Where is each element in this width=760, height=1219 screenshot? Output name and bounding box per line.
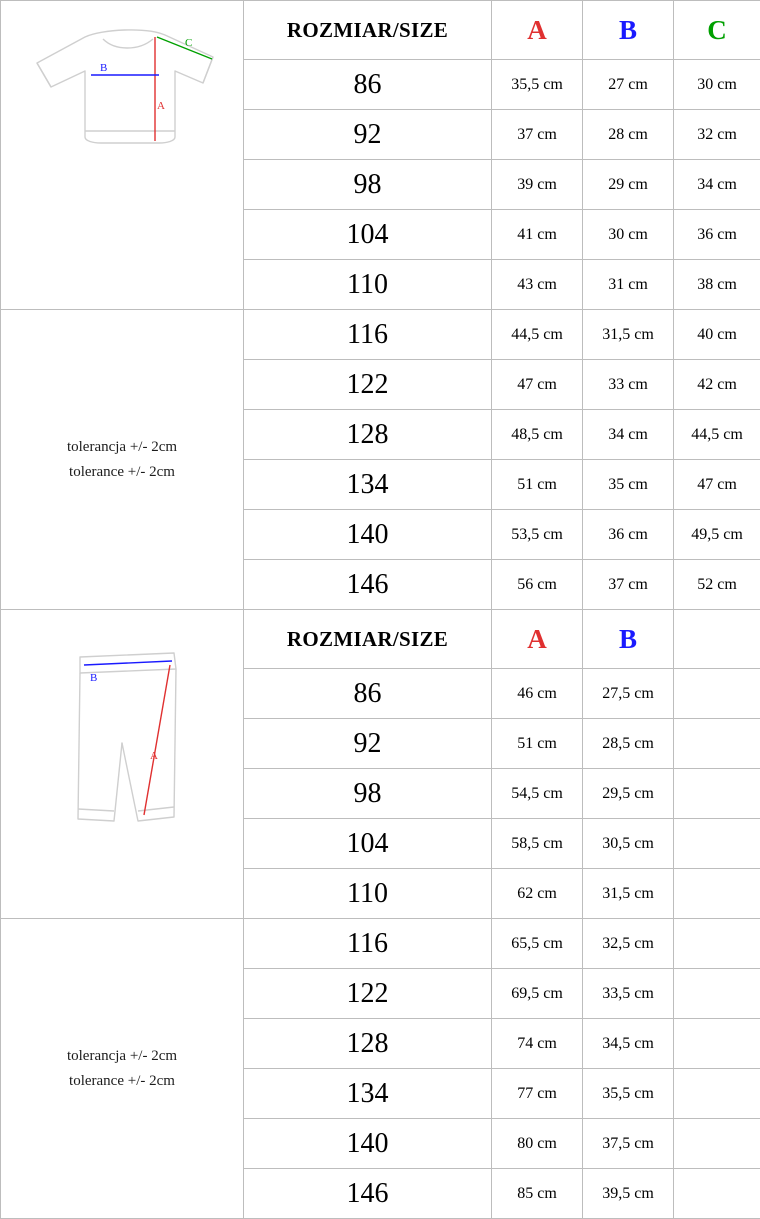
empty-cell (674, 610, 760, 669)
measure-a: 56 cm (492, 560, 583, 610)
measure-c: 36 cm (674, 210, 760, 260)
measure-a: 35,5 cm (492, 60, 583, 110)
size-value: 146 (244, 1169, 492, 1219)
measure-c: 34 cm (674, 160, 760, 210)
measure-a: 80 cm (492, 1119, 583, 1169)
measure-a: 62 cm (492, 869, 583, 919)
measure-b: 37,5 cm (583, 1119, 674, 1169)
measure-b: 31,5 cm (583, 869, 674, 919)
header-b-top: B (583, 1, 674, 60)
measure-a: 51 cm (492, 460, 583, 510)
header-a-bottom: A (492, 610, 583, 669)
size-value: 110 (244, 869, 492, 919)
table-row (1, 1, 760, 60)
measure-c: 42 cm (674, 360, 760, 410)
measure-a: 74 cm (492, 1019, 583, 1069)
measure-b: 28,5 cm (583, 719, 674, 769)
empty-cell (674, 1069, 760, 1119)
empty-cell (674, 1169, 760, 1219)
figure-label-b: B (90, 672, 97, 684)
trousers-icon (22, 639, 222, 889)
header-b-bottom: B (583, 610, 674, 669)
figure-label-b: B (100, 62, 107, 74)
measure-b: 35 cm (583, 460, 674, 510)
table-row (1, 919, 760, 969)
size-value: 116 (244, 310, 492, 360)
measure-a: 47 cm (492, 360, 583, 410)
measure-a: 48,5 cm (492, 410, 583, 460)
header-size-top: ROZMIAR/SIZE (244, 1, 492, 60)
measure-a: 41 cm (492, 210, 583, 260)
header-a-top: A (492, 1, 583, 60)
measure-c: 49,5 cm (674, 510, 760, 560)
measure-b: 28 cm (583, 110, 674, 160)
empty-cell (674, 919, 760, 969)
table-row (1, 310, 760, 360)
sweatshirt-icon (7, 13, 237, 298)
measure-c: 30 cm (674, 60, 760, 110)
measure-c: 52 cm (674, 560, 760, 610)
measure-c: 44,5 cm (674, 410, 760, 460)
measure-b: 34 cm (583, 410, 674, 460)
size-value: 86 (244, 60, 492, 110)
measure-a: 46 cm (492, 669, 583, 719)
measure-a: 51 cm (492, 719, 583, 769)
measure-b: 39,5 cm (583, 1169, 674, 1219)
measure-c: 40 cm (674, 310, 760, 360)
size-value: 134 (244, 1069, 492, 1119)
measure-b: 30 cm (583, 210, 674, 260)
size-value: 104 (244, 819, 492, 869)
size-value: 146 (244, 560, 492, 610)
measure-b: 33,5 cm (583, 969, 674, 1019)
header-c-top: C (674, 1, 760, 60)
size-value: 140 (244, 510, 492, 560)
empty-cell (674, 869, 760, 919)
measure-a: 77 cm (492, 1069, 583, 1119)
measure-b: 37 cm (583, 560, 674, 610)
measure-b: 29,5 cm (583, 769, 674, 819)
empty-cell (674, 719, 760, 769)
size-value: 122 (244, 360, 492, 410)
tolerance-line-pl: tolerancja +/- 2cm (1, 1044, 243, 1069)
empty-cell (674, 969, 760, 1019)
measure-a: 43 cm (492, 260, 583, 310)
tolerance-note-bottom (1, 919, 244, 1219)
sweatshirt-diagram (1, 13, 243, 298)
empty-cell (674, 1019, 760, 1069)
measure-a: 39 cm (492, 160, 583, 210)
size-value: 104 (244, 210, 492, 260)
measure-c: 32 cm (674, 110, 760, 160)
measure-a: 85 cm (492, 1169, 583, 1219)
size-value: 92 (244, 110, 492, 160)
size-value: 110 (244, 260, 492, 310)
measure-b: 32,5 cm (583, 919, 674, 969)
measure-a: 69,5 cm (492, 969, 583, 1019)
measure-b: 36 cm (583, 510, 674, 560)
size-value: 98 (244, 160, 492, 210)
empty-cell (674, 1119, 760, 1169)
measure-a: 53,5 cm (492, 510, 583, 560)
tolerance-line-en: tolerance +/- 2cm (1, 460, 243, 485)
header-size-bottom: ROZMIAR/SIZE (244, 610, 492, 669)
size-value: 116 (244, 919, 492, 969)
tolerance-line-pl: tolerancja +/- 2cm (1, 435, 243, 460)
measure-b: 30,5 cm (583, 819, 674, 869)
measure-b: 27 cm (583, 60, 674, 110)
size-value: 128 (244, 1019, 492, 1069)
sweatshirt-figure-cell (1, 1, 244, 310)
tolerance-note-top (1, 310, 244, 610)
measure-b: 35,5 cm (583, 1069, 674, 1119)
measure-c: 38 cm (674, 260, 760, 310)
empty-cell (674, 669, 760, 719)
size-value: 122 (244, 969, 492, 1019)
trousers-diagram (1, 639, 243, 889)
figure-label-a: A (157, 100, 165, 112)
figure-label-a: A (150, 750, 158, 762)
size-value: 86 (244, 669, 492, 719)
empty-cell (674, 819, 760, 869)
measure-b: 29 cm (583, 160, 674, 210)
figure-label-c: C (185, 37, 192, 49)
size-value: 92 (244, 719, 492, 769)
size-value: 128 (244, 410, 492, 460)
size-value: 134 (244, 460, 492, 510)
measure-a: 37 cm (492, 110, 583, 160)
measure-c: 47 cm (674, 460, 760, 510)
empty-cell (674, 769, 760, 819)
measure-a: 58,5 cm (492, 819, 583, 869)
size-value: 140 (244, 1119, 492, 1169)
measure-b: 31 cm (583, 260, 674, 310)
measure-b: 33 cm (583, 360, 674, 410)
size-value: 98 (244, 769, 492, 819)
measure-a: 65,5 cm (492, 919, 583, 969)
trousers-figure-cell (1, 610, 244, 919)
measure-a: 44,5 cm (492, 310, 583, 360)
measure-a: 54,5 cm (492, 769, 583, 819)
measure-b: 31,5 cm (583, 310, 674, 360)
measure-b: 34,5 cm (583, 1019, 674, 1069)
tolerance-line-en: tolerance +/- 2cm (1, 1069, 243, 1094)
measure-b: 27,5 cm (583, 669, 674, 719)
table-row (1, 610, 760, 669)
